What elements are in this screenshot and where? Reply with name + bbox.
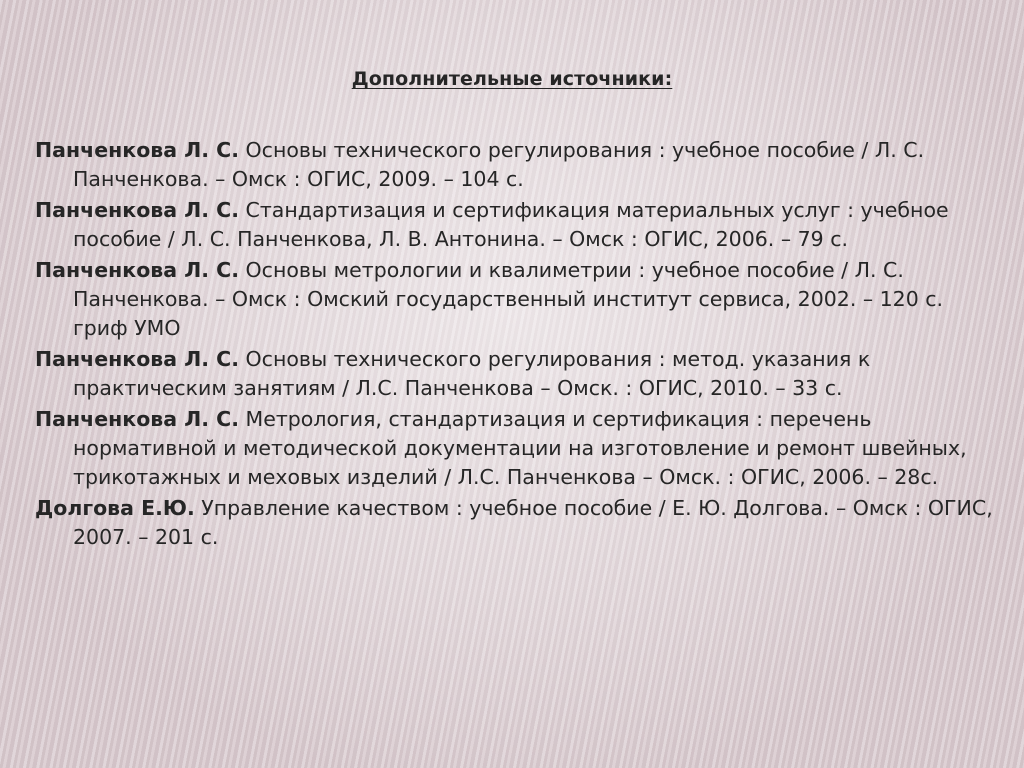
reference-text: Основы метрологии и квалиметрии : учебное пособие / Л. С. Панченкова. – Омск : Омский государственный институт сервиса, 2002. – 120 с. гриф УМО bbox=[73, 258, 944, 340]
reference-author: Панченкова Л. С. bbox=[35, 407, 240, 431]
reference-author: Долгова Е.Ю. bbox=[35, 496, 195, 520]
reference-author: Панченкова Л. С. bbox=[35, 138, 240, 162]
reference-item-5 bbox=[35, 405, 995, 492]
reference-text: Метрология, стандартизация и сертификация : перечень нормативной и методической документации на изготовление и ремонт швейных, трикотажных и меховых изделий / Л.С. Панченкова – Омск. : ОГИС, 2006. – 28с. bbox=[73, 407, 967, 489]
reference-text: Основы технического регулирования : учебное пособие / Л. С. Панченкова. – Омск : ОГИС, 2009. – 104 с. bbox=[73, 138, 925, 191]
reference-list bbox=[35, 136, 995, 552]
reference-item-1 bbox=[35, 136, 995, 194]
reference-item-3 bbox=[35, 256, 995, 343]
reference-item-4 bbox=[35, 345, 995, 403]
reference-author: Панченкова Л. С. bbox=[35, 198, 240, 222]
slide-heading bbox=[0, 68, 1024, 90]
reference-author: Панченкова Л. С. bbox=[35, 347, 240, 371]
reference-author: Панченкова Л. С. bbox=[35, 258, 240, 282]
reference-text: Стандартизация и сертификация материальных услуг : учебное пособие / Л. С. Панченкова, Л. В. Антонина. – Омск : ОГИС, 2006. – 79 с. bbox=[73, 198, 949, 251]
reference-item-2 bbox=[35, 196, 995, 254]
reference-text: Основы технического регулирования : метод. указания к практическим занятиям / Л.С. Панченкова – Омск. : ОГИС, 2010. – 33 с. bbox=[73, 347, 871, 400]
reference-item-6 bbox=[35, 494, 995, 552]
heading-text: Дополнительные источники: bbox=[351, 68, 673, 90]
reference-text: Управление качеством : учебное пособие / Е. Ю. Долгова. – Омск : ОГИС, 2007. – 201 с. bbox=[73, 496, 993, 549]
